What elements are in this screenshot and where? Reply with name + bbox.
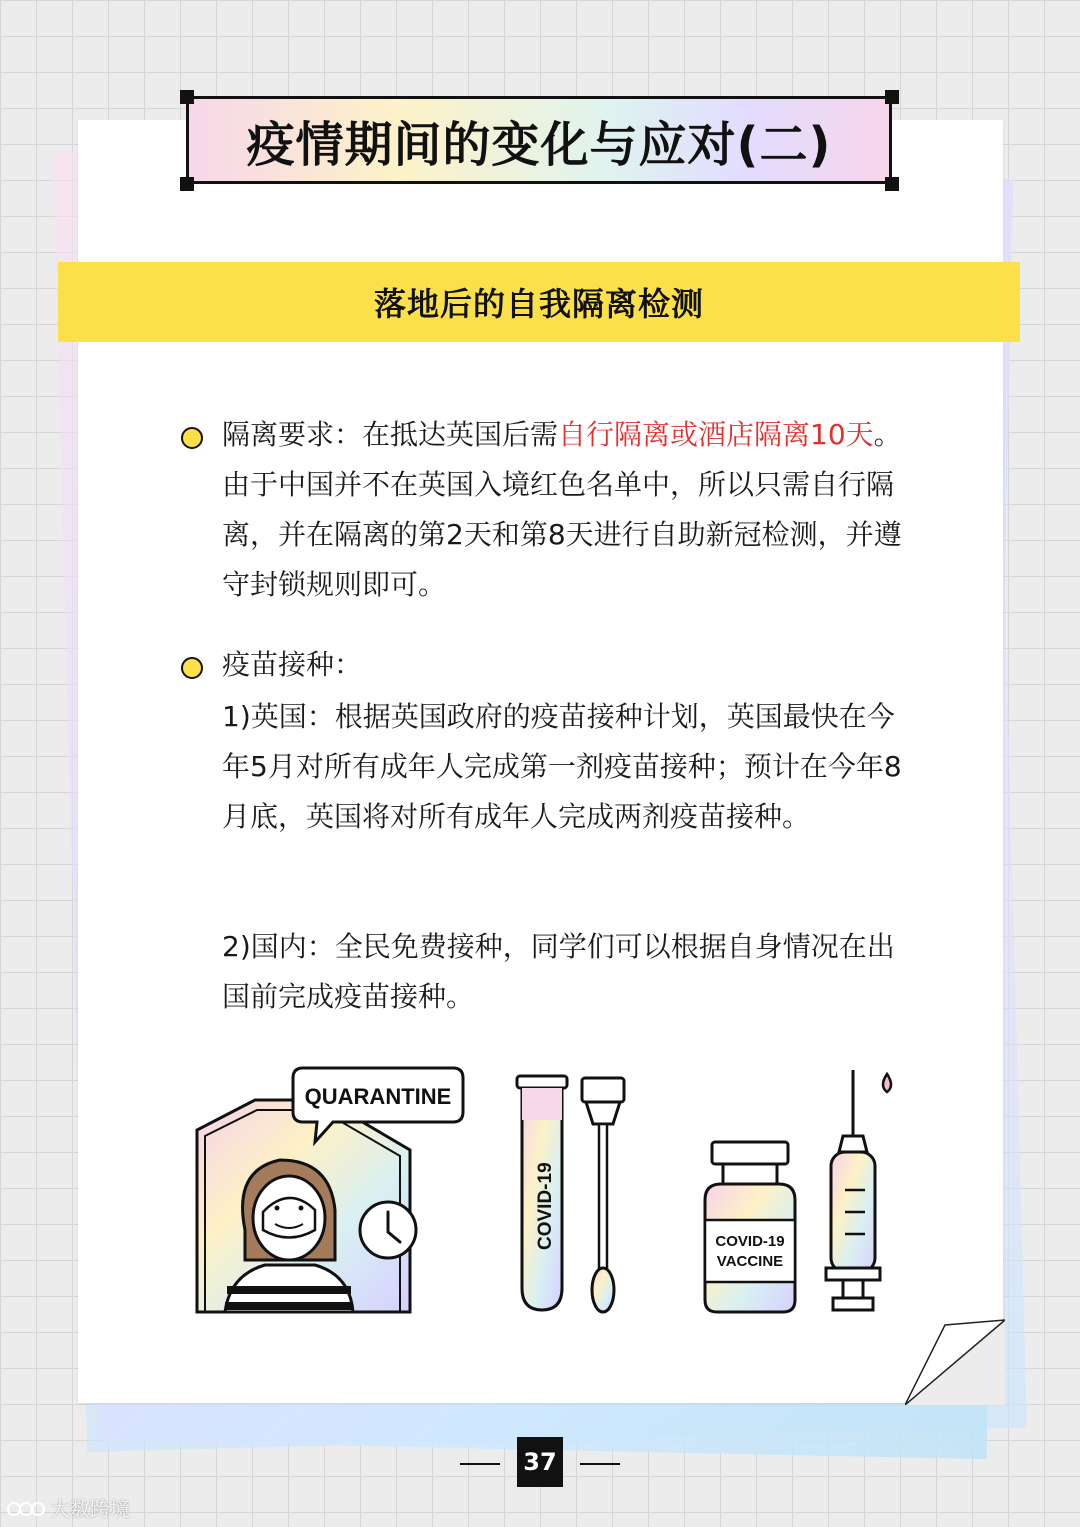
quarantine-highlight: 自行隔离或酒店隔离10天 bbox=[558, 418, 874, 451]
title-corner-marker bbox=[885, 177, 899, 191]
title-banner bbox=[186, 96, 892, 184]
page-number: 37 bbox=[517, 1437, 563, 1487]
watermark-text: 大数跨境 bbox=[50, 1497, 130, 1521]
watermark-badge bbox=[6, 1493, 130, 1522]
vial-label-line-2: VACCINE bbox=[716, 1253, 784, 1270]
title-corner-marker bbox=[885, 90, 899, 104]
page-number-rule-right bbox=[580, 1463, 620, 1465]
bullet-dot bbox=[181, 657, 203, 679]
paper-corner-fold bbox=[905, 1300, 1005, 1405]
weibo-logo-icon bbox=[6, 1498, 46, 1518]
page-title: 疫情期间的变化与应对(二) bbox=[246, 116, 832, 173]
house-quarantine-illustration bbox=[197, 1100, 416, 1312]
section-heading-band bbox=[58, 262, 1020, 342]
page-number-rule-left bbox=[460, 1463, 500, 1465]
syringe-illustration bbox=[826, 1070, 891, 1310]
illustration-row bbox=[185, 1060, 915, 1320]
title-corner-marker bbox=[180, 90, 194, 104]
bubble-text: QUARANTINE bbox=[304, 1084, 452, 1109]
swab-illustration bbox=[582, 1078, 624, 1312]
vaccine-uk-paragraph: 1)英国：根据英国政府的疫苗接种计划，英国最快在今年5月对所有成年人完成第一剂疫苗接种；预计在今年8月底，英国将对所有成年人完成两剂疫苗接种。 bbox=[222, 700, 902, 833]
quarantine-paragraph bbox=[222, 410, 912, 610]
title-corner-marker bbox=[180, 177, 194, 191]
vaccine-vial-illustration bbox=[705, 1142, 795, 1312]
tube-label: COVID-19 bbox=[535, 1162, 556, 1250]
bullet-dot bbox=[181, 427, 203, 449]
quarantine-body: 。由于中国并不在英国入境红色名单中，所以只需自行隔离，并在隔离的第2天和第8天进行自助新冠检测，并遵守封锁规则即可。 bbox=[222, 418, 902, 601]
vaccine-heading: 疫苗接种： bbox=[222, 648, 363, 681]
vaccine-domestic-paragraph: 2)国内：全民免费接种，同学们可以根据自身情况在出国前完成疫苗接种。 bbox=[222, 930, 895, 1013]
section-heading: 落地后的自我隔离检测 bbox=[373, 285, 704, 323]
vial-label-line-1: COVID-19 bbox=[715, 1233, 785, 1250]
quarantine-label: 隔离要求：在抵达英国后需 bbox=[222, 418, 559, 451]
test-tube-illustration bbox=[517, 1076, 567, 1310]
